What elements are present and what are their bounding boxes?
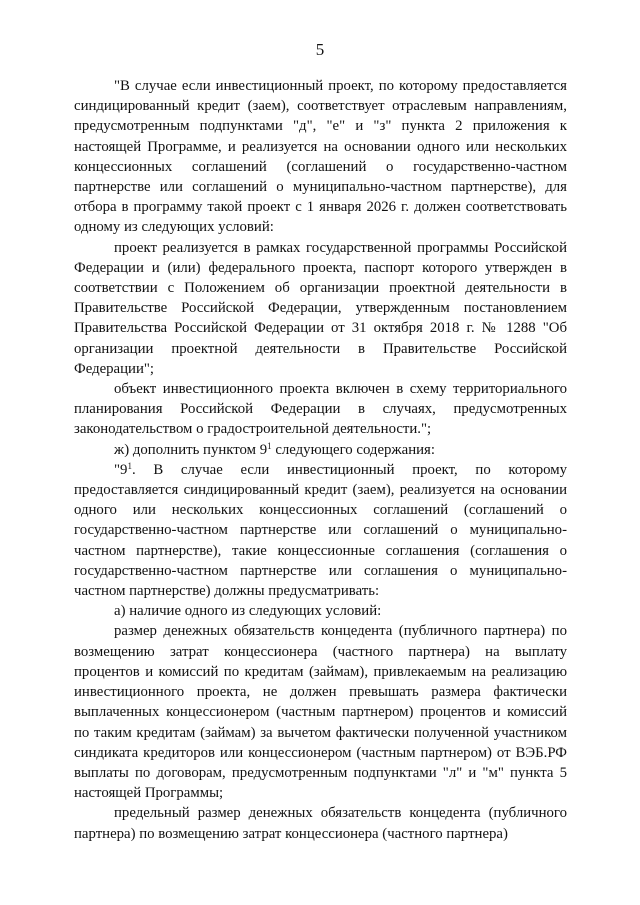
point-9-1-text: . В случае если инвестиционный проект, по которому предоставляется синдицированный кредит (заем), реализуется на основании одного или нескольких концессионных соглашений (соглашений о государственно-частном партнерстве или соглашений о муниципально-частном партнерстве), такие концессионные соглашения (соглашения о государственно-частном партнерстве или соглашения о муниципально-частном партнерстве) должны предусматривать: (74, 461, 567, 600)
paragraph-max-obligations: предельный размер денежных обязательств концедента (публичного партнера) по возмещению затрат концессионера (частного партнера) (74, 805, 567, 842)
paragraph-add-point-9-1-text: ж) дополнить пунктом 9 (114, 441, 268, 458)
superscript-1: 1 (267, 440, 272, 451)
point-9-1-number: "9 (114, 461, 128, 478)
paragraph-point-9-1 (74, 460, 567, 601)
page-number: 5 (315, 40, 325, 59)
paragraph-add-point-9-1 (74, 440, 567, 460)
paragraph-obligations-size: размер денежных обязательств концедента (публичного партнера) по возмещению затрат концессионера (частного партнера) на выплату процентов и комиссий по кредитам (займам), привлекаемым на реализацию инвестиционного проекта, не должен превышать размера фактически выплаченных концессионером (частным партнером) процентов и комиссий по таким кредитам (займам) за вычетом фактически полученной участником синдиката кредиторов или концессионером (частным партнером) от ВЭБ.РФ выплаты по договорам, предусмотренным подпунктами "л" и "м" пункта 5 настоящей Программы; (74, 623, 567, 802)
paragraph-subpoint-a: а) наличие одного из следующих условий: (114, 603, 382, 620)
document-body (74, 76, 567, 844)
paragraph-add-point-9-1-tail: следующего содержания: (271, 441, 435, 458)
paragraph-syndicated-loan-conditions: "В случае если инвестиционный проект, по которому предоставляется синдицированный кредит (заем), соответствует отраслевым направлениям, предусмотренным подпунктами "д", "е" и "з" пункта 2 приложения к настоящей Программе, и реализуется на основании одного или нескольких концессионных соглашений (соглашений о государственно-частном партнерстве или соглашений о муниципально-частном партнерстве), для отбора в программу такой проект с 1 января 2026 г. должен соответствовать одному из следующих условий: (74, 78, 567, 236)
superscript-1: 1 (127, 460, 132, 471)
paragraph-state-program-condition: проект реализуется в рамках государственной программы Российской Федерации и (или) федерального проекта, паспорт которого утвержден в соответствии с Положением об организации проектной деятельности в Правительстве Российской Федерации, утвержденным постановлением Правительства Российской Федерации от 31 октября 2018 г. № 1288 "Об организации проектной деятельности в Правительстве Российской Федерации"; (74, 239, 567, 377)
paragraph-territorial-planning-condition: объект инвестиционного проекта включен в схему территориального планирования Российской Федерации в случаях, предусмотренных законодательством о градостроительной деятельности."; (74, 381, 567, 438)
